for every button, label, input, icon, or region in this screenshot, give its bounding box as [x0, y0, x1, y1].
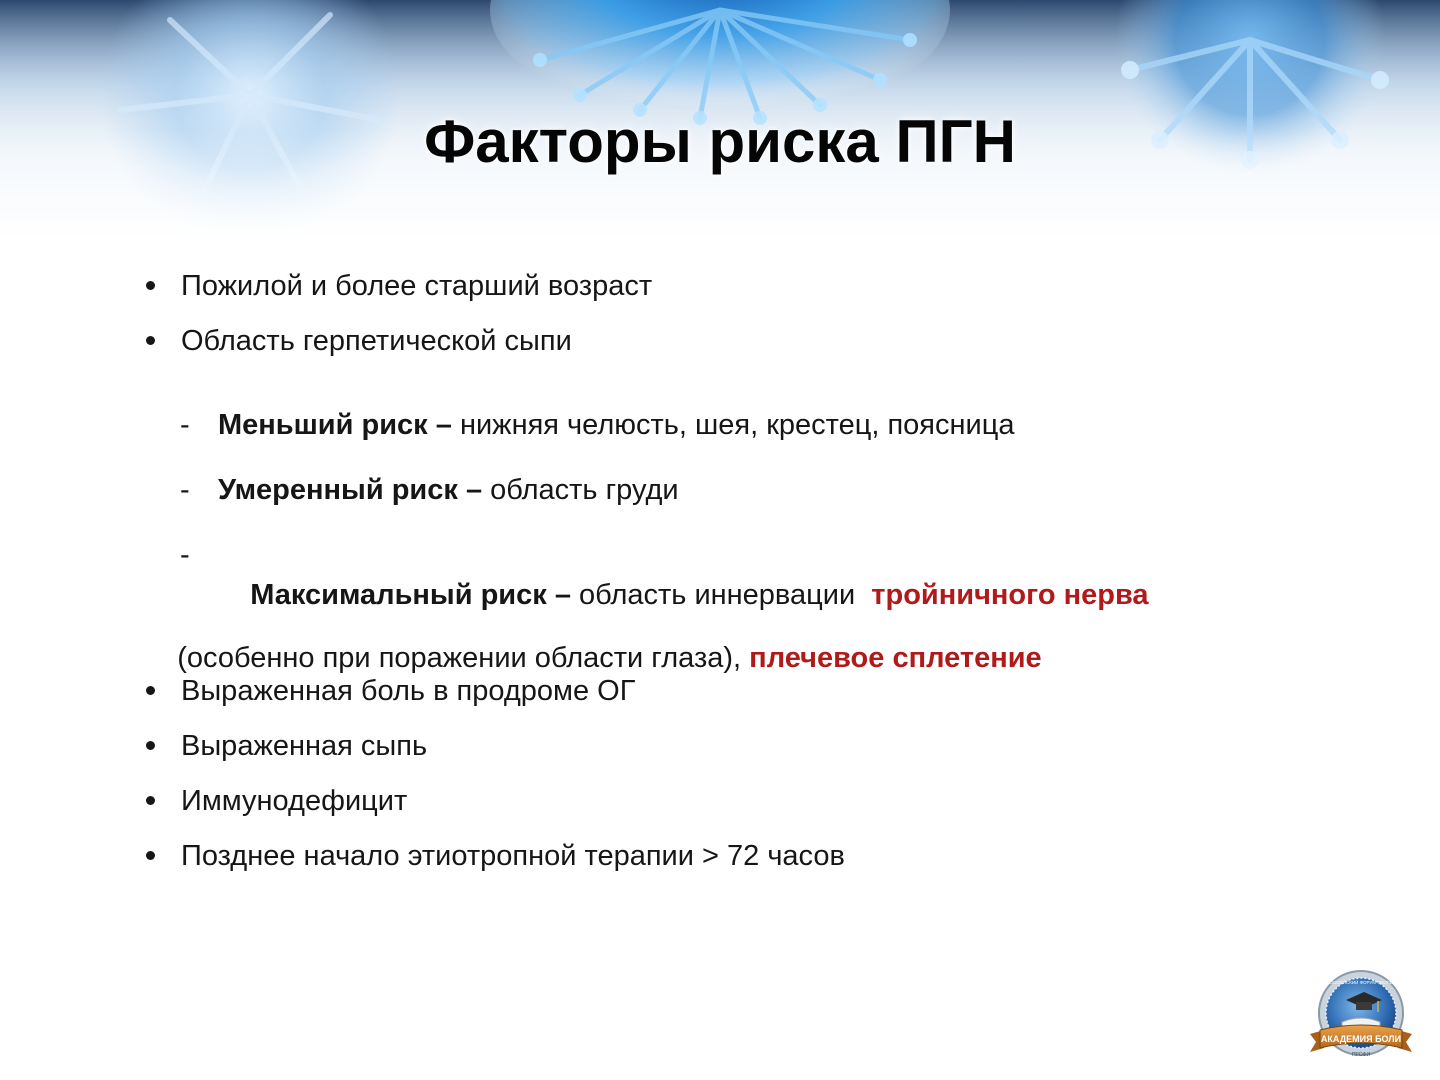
logo-bottom-text: ПРОФИ	[1351, 1052, 1371, 1058]
sub-item-separator: –	[427, 409, 460, 441]
dash-marker: -	[180, 409, 190, 441]
sub-item-separator: –	[546, 579, 580, 611]
forum-badge-logo	[1306, 968, 1416, 1068]
sub-item-low-risk	[218, 405, 1014, 445]
slide-title: Факторы риска ПГН	[424, 108, 1016, 175]
bullet-item-severe-rash: Выраженная сыпь	[181, 730, 428, 762]
bullet-item-immunodeficiency: Иммунодефицит	[181, 785, 408, 817]
sub-item-label: Меньший риск	[218, 409, 428, 441]
continuation-text: (особенно при поражении области глаза),	[177, 642, 750, 674]
bullet-item-rash-area: Область герпетической сыпи	[181, 325, 572, 357]
sub-item-label: Умеренный риск	[218, 474, 458, 506]
bullet-dot	[146, 851, 155, 860]
bullet-dot	[146, 796, 155, 805]
bullet-dot	[146, 336, 155, 345]
sub-item-text: область иннервации	[579, 579, 872, 611]
sub-item-moderate-risk	[218, 470, 679, 510]
sub-item-text: нижняя челюсть, шея, крестец, поясница	[459, 409, 1015, 441]
bullet-item-prodrome-pain: Выраженная боль в продроме ОГ	[181, 675, 636, 707]
bullet-dot	[146, 686, 155, 695]
bullet-item-age: Пожилой и более старший возраст	[181, 270, 653, 302]
bullet-dot	[146, 741, 155, 750]
continuation-highlight: плечевое сплетение	[749, 642, 1042, 674]
sub-item-text: область груди	[490, 474, 679, 506]
sub-item-label: Максимальный риск	[250, 579, 547, 611]
dash-marker: -	[180, 539, 190, 571]
logo-top-text: ВСЕРОССИЙСКИЙ ФОРУМ ЭКСПЕРТОВ	[1317, 980, 1405, 985]
sub-item-separator: –	[457, 474, 491, 506]
bullet-item-late-therapy: Позднее начало этиотропной терапии > 72 часов	[181, 840, 845, 872]
logo-ribbon-text: АКАДЕМИЯ БОЛИ	[1320, 1034, 1402, 1044]
bullet-dot	[146, 281, 155, 290]
dash-marker: -	[180, 474, 190, 506]
sub-item-highlight: тройничного нерва	[871, 579, 1149, 611]
